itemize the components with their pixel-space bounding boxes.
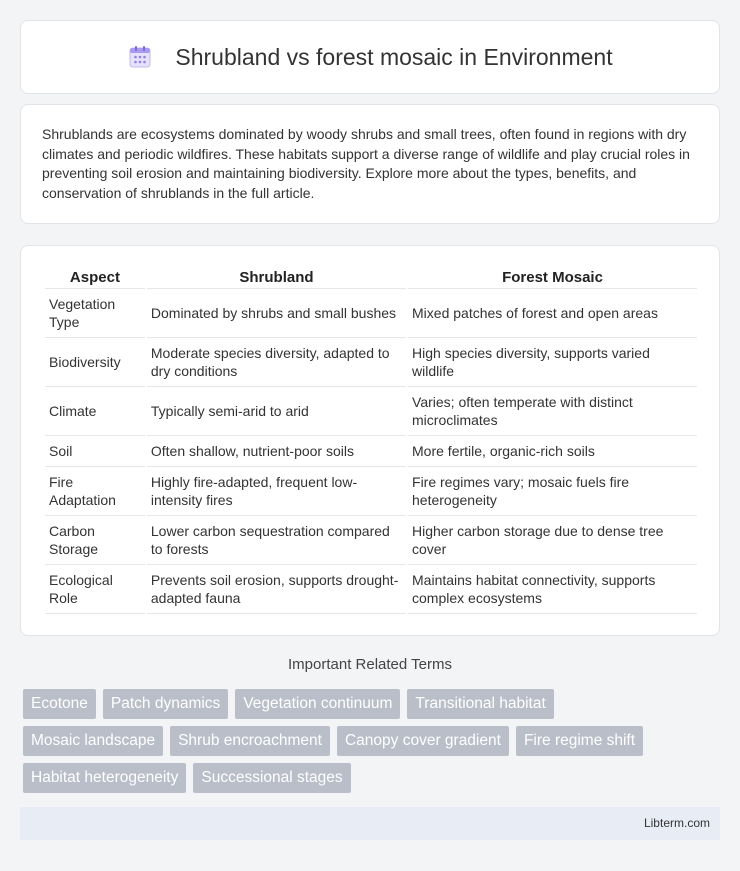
table-row bbox=[45, 565, 697, 614]
shrubland-cell: Prevents soil erosion, supports drought-adapted fauna bbox=[147, 565, 406, 614]
shrubland-cell: Lower carbon sequestration compared to forests bbox=[147, 516, 406, 565]
aspect-cell: Carbon Storage bbox=[45, 516, 145, 565]
comparison-table bbox=[43, 266, 699, 614]
table-header-row bbox=[45, 266, 697, 289]
forest-mosaic-cell: Mixed patches of forest and open areas bbox=[408, 289, 697, 338]
related-terms-list bbox=[23, 689, 723, 800]
tag-fire-regime-shift[interactable]: Fire regime shift bbox=[516, 726, 643, 756]
aspect-cell: Soil bbox=[45, 436, 145, 467]
shrubland-cell: Highly fire-adapted, frequent low-intensity fires bbox=[147, 467, 406, 516]
tag-shrub-encroachment[interactable]: Shrub encroachment bbox=[170, 726, 330, 756]
table-row bbox=[45, 289, 697, 338]
calendar-grid-icon bbox=[127, 44, 153, 70]
tag-successional-stages[interactable]: Successional stages bbox=[193, 763, 350, 793]
tag-habitat-heterogeneity[interactable]: Habitat heterogeneity bbox=[23, 763, 186, 793]
tag-row bbox=[23, 726, 723, 756]
footer-site-link[interactable]: Libterm.com bbox=[643, 816, 710, 830]
tag-row bbox=[23, 763, 723, 793]
header-aspect: Aspect bbox=[45, 266, 145, 289]
intro-card bbox=[20, 104, 720, 224]
page-title: Shrubland vs forest mosaic in Environment bbox=[175, 43, 613, 70]
tag-ecotone[interactable]: Ecotone bbox=[23, 689, 96, 719]
table-row bbox=[45, 387, 697, 436]
tag-vegetation-continuum[interactable]: Vegetation continuum bbox=[235, 689, 400, 719]
table-row bbox=[45, 436, 697, 467]
aspect-cell: Vegetation Type bbox=[45, 289, 145, 338]
header-shrubland: Shrubland bbox=[147, 266, 406, 289]
footer bbox=[20, 807, 720, 840]
forest-mosaic-cell: More fertile, organic-rich soils bbox=[408, 436, 697, 467]
forest-mosaic-cell: Higher carbon storage due to dense tree cover bbox=[408, 516, 697, 565]
aspect-cell: Biodiversity bbox=[45, 338, 145, 387]
forest-mosaic-cell: High species diversity, supports varied wildlife bbox=[408, 338, 697, 387]
related-terms-title: Important Related Terms bbox=[288, 656, 452, 673]
table-row bbox=[45, 467, 697, 516]
shrubland-cell: Typically semi-arid to arid bbox=[147, 387, 406, 436]
tag-transitional-habitat[interactable]: Transitional habitat bbox=[407, 689, 553, 719]
comparison-table-card bbox=[20, 245, 720, 636]
tag-row bbox=[23, 689, 723, 719]
shrubland-cell: Often shallow, nutrient-poor soils bbox=[147, 436, 406, 467]
tag-mosaic-landscape[interactable]: Mosaic landscape bbox=[23, 726, 163, 756]
forest-mosaic-cell: Maintains habitat connectivity, supports complex ecosystems bbox=[408, 565, 697, 614]
table-row bbox=[45, 516, 697, 565]
shrubland-cell: Moderate species diversity, adapted to dry conditions bbox=[147, 338, 406, 387]
tag-patch-dynamics[interactable]: Patch dynamics bbox=[103, 689, 228, 719]
forest-mosaic-cell: Fire regimes vary; mosaic fuels fire heterogeneity bbox=[408, 467, 697, 516]
aspect-cell: Fire Adaptation bbox=[45, 467, 145, 516]
header-forest-mosaic: Forest Mosaic bbox=[408, 266, 697, 289]
intro-text: Shrublands are ecosystems dominated by woody shrubs and small trees, often found in regions with dry climates and periodic wildfires. These habitats support a diverse range of wildlife and play crucial roles in preventing soil erosion and maintaining biodiversity. Explore more about the types, benefits, and conservation of shrublands in the full article. bbox=[42, 126, 690, 201]
table-row bbox=[45, 338, 697, 387]
header-card bbox=[20, 20, 720, 94]
shrubland-cell: Dominated by shrubs and small bushes bbox=[147, 289, 406, 338]
forest-mosaic-cell: Varies; often temperate with distinct microclimates bbox=[408, 387, 697, 436]
aspect-cell: Ecological Role bbox=[45, 565, 145, 614]
tag-canopy-cover-gradient[interactable]: Canopy cover gradient bbox=[337, 726, 509, 756]
aspect-cell: Climate bbox=[45, 387, 145, 436]
